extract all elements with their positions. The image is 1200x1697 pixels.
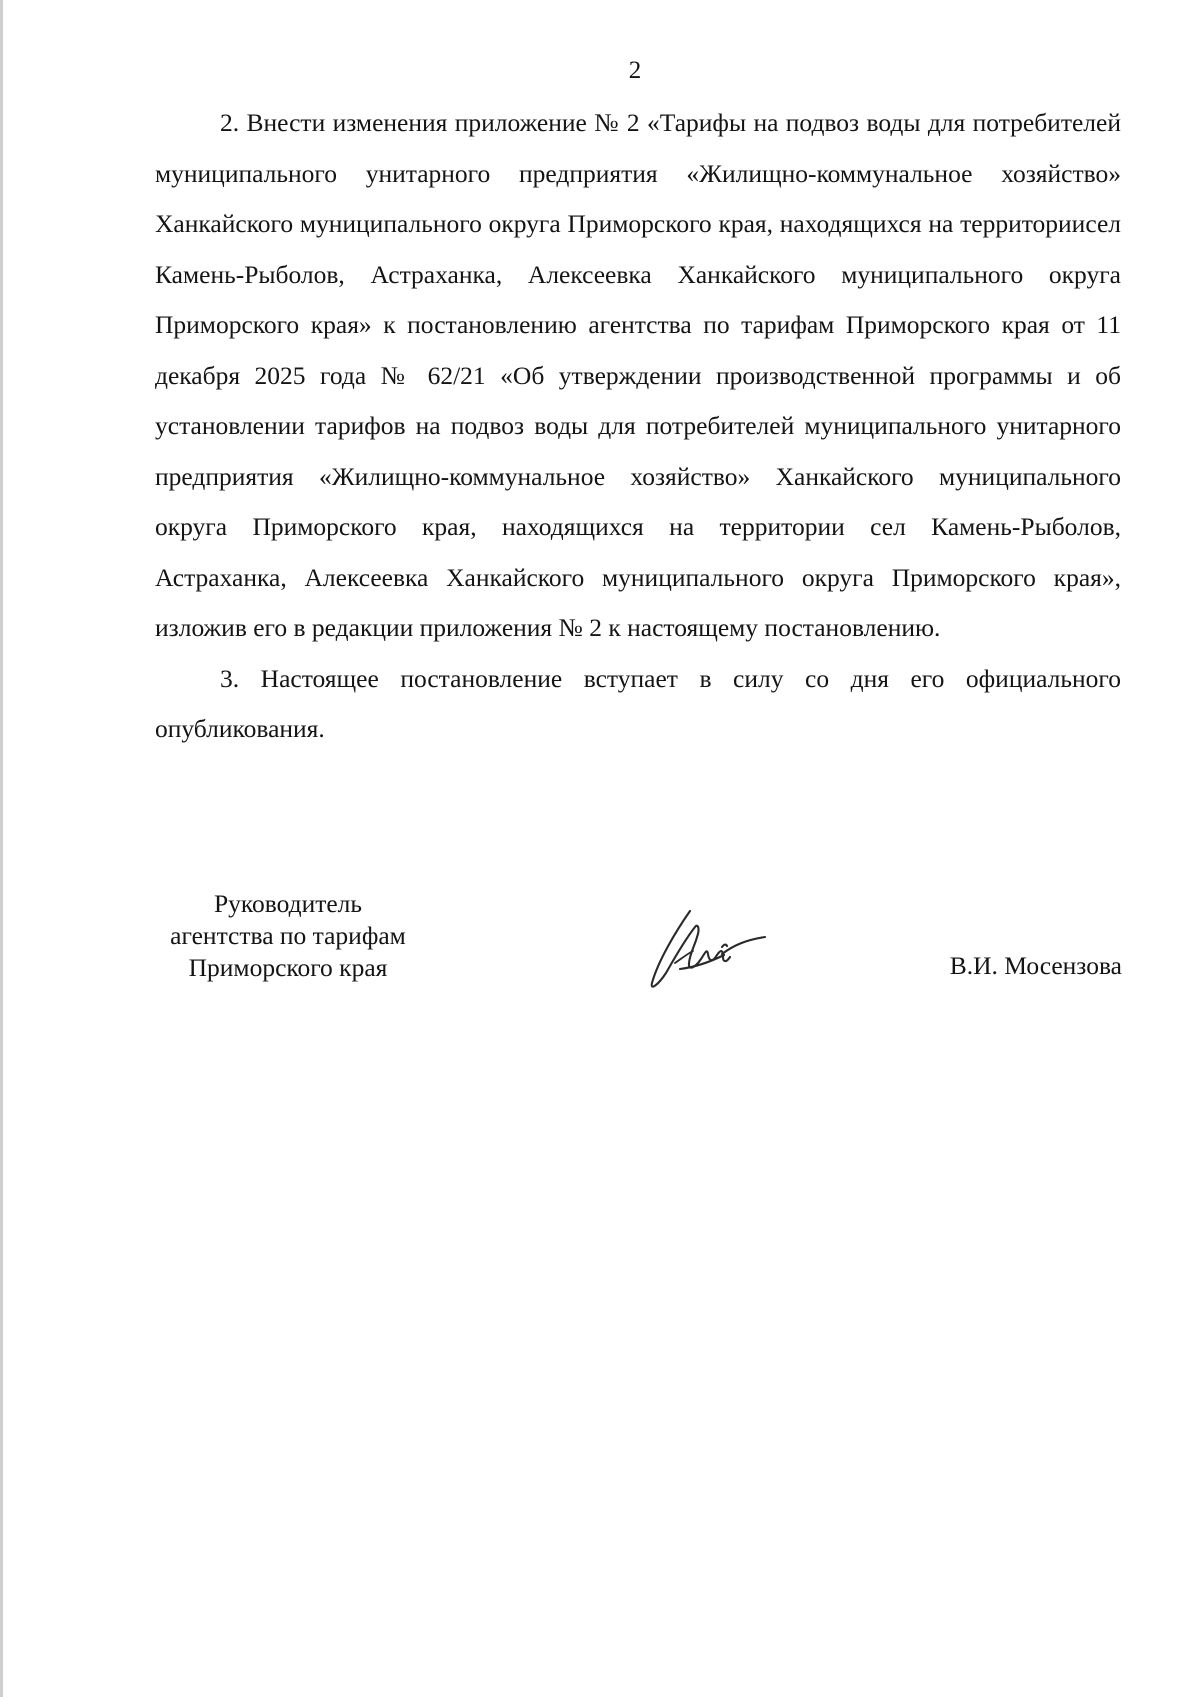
handwritten-signature-icon	[640, 893, 790, 993]
paragraph-item-2: 2. Внести изменения приложение № 2 «Тарифы на подвоз воды для потребителей муниципального унитарного предприятия «Жилищно-коммунальное хозяйство» Ханкайского муниципального округа Приморского края, находящихся на территориисел Камень-Рыболов, Астраханка, Алексеевка Ханкайского муниципального округа Приморского края» к постановлению агентства по тарифам Приморского края от 11 декабря 2025 года № 62/21 «Об утверждении производственной программы и об установлении тарифов на подвоз воды для потребителей муниципального унитарного предприятия «Жилищно-коммунальное хозяйство» Ханкайского муниципального округа Приморского края, находящихся на территории сел Камень-Рыболов, Астраханка, Алексеевка Ханкайского муниципального округа Приморского края», изложив его в редакции приложения № 2 к настоящему постановлению.	[155, 108, 1121, 642]
signer-position	[138, 888, 438, 984]
signer-position-line: Приморского края	[188, 953, 388, 982]
page-number: 2	[628, 57, 642, 84]
document-body	[155, 98, 1121, 755]
signer-position-line: Руководитель	[213, 889, 363, 918]
page-left-edge	[0, 0, 3, 1697]
signer-name: В.И. Мосензова	[949, 951, 1122, 980]
signature-block	[0, 888, 1200, 1008]
signer-position-line: агентства по тарифам	[170, 921, 406, 950]
paragraph-item-3: 3. Настоящее постановление вступает в силу со дня его официального опубликования.	[155, 663, 1121, 743]
